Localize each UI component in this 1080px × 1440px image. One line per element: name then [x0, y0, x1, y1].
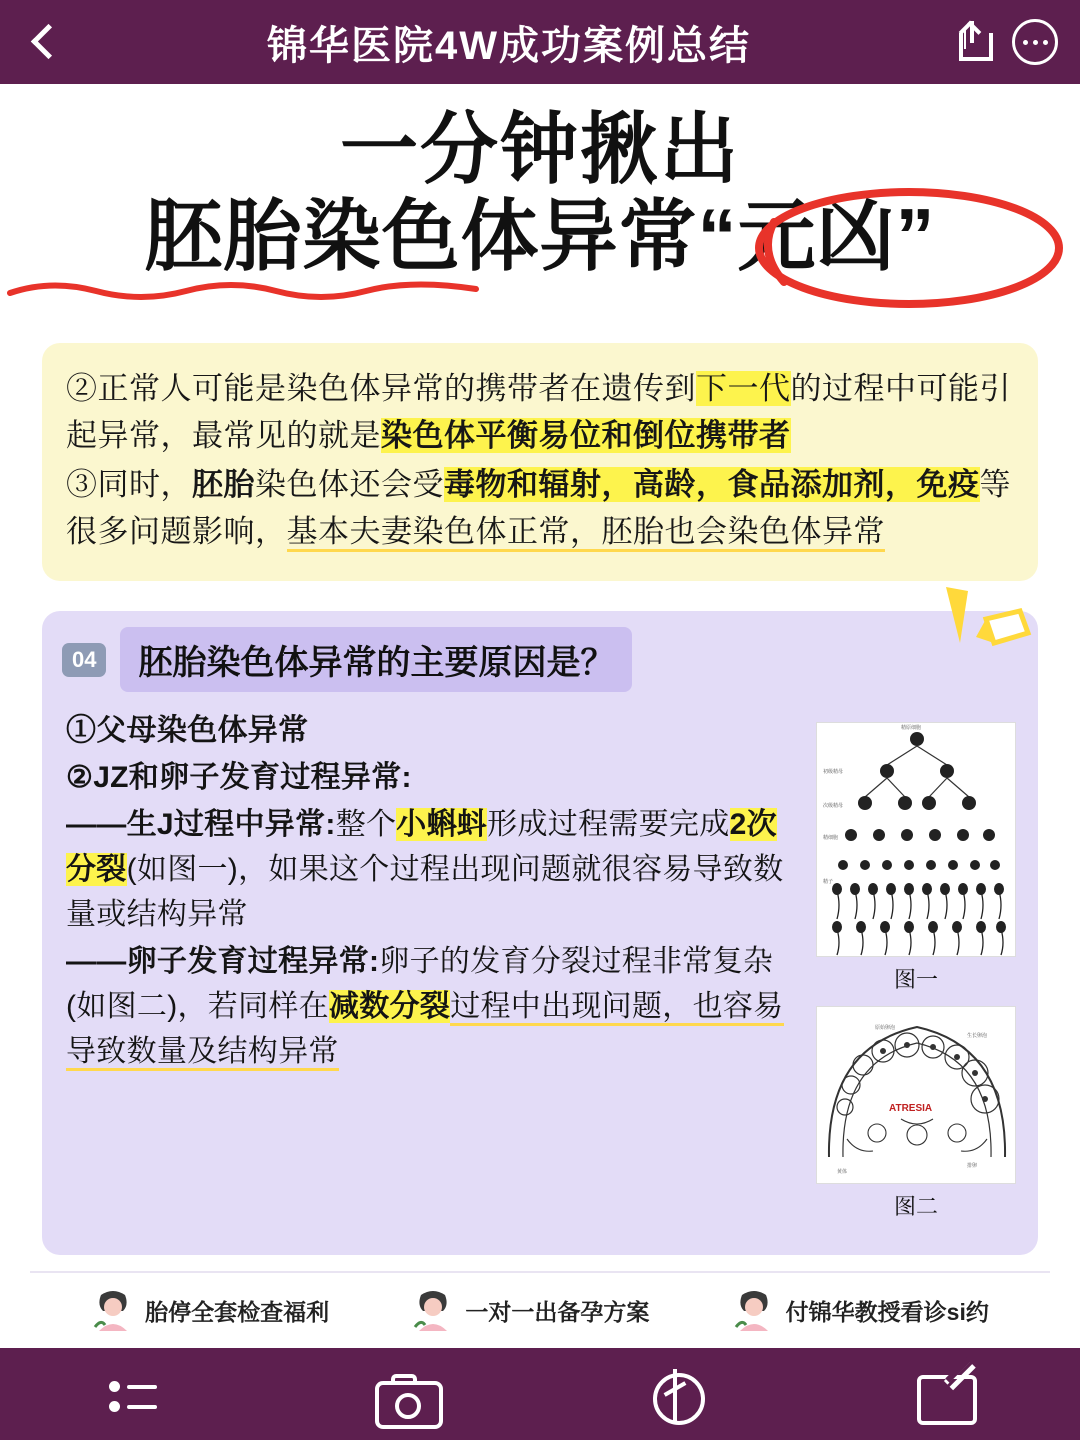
footer-chip[interactable]	[91, 1287, 329, 1333]
figure-2-caption: 图二	[893, 1194, 938, 1220]
note-p2-text-b: 的过程中可能引起异常，最常见的就是	[66, 370, 1011, 453]
svg-text:次级精母: 次级精母	[823, 803, 844, 810]
section-title: 胚胎染色体异常的主要原因是？	[120, 627, 632, 692]
topbar-actions	[950, 19, 1058, 65]
section-04-text	[66, 708, 800, 1233]
bottom-navigation-bar	[0, 1348, 1080, 1440]
note-p2-highlight-1: 下一代	[696, 370, 791, 406]
avatar-icon	[732, 1287, 776, 1333]
section-line-3-highlight-2: 2次分裂	[66, 808, 777, 887]
yellow-note-box	[42, 343, 1038, 581]
camera-icon[interactable]	[365, 1363, 445, 1425]
svg-text:ATRESIA: ATRESIA	[889, 1103, 933, 1115]
section-line-3-highlight: 小蝌蚪	[396, 808, 488, 842]
chevron-left-icon[interactable]	[22, 19, 68, 65]
footer-chip-label: 付锦华教授看诊si约	[785, 1298, 989, 1325]
section-line-3-c: 形成过程需要完成	[487, 808, 730, 842]
note-p3-text-a: ③同时，	[66, 466, 192, 502]
note-p3-text-b: 染色体还会受	[255, 466, 444, 502]
svg-text:初级精母: 初级精母	[823, 769, 844, 776]
headline-block	[0, 90, 1080, 287]
note-paragraph-3	[66, 461, 1014, 555]
share-icon[interactable]	[950, 19, 994, 65]
more-dots-icon[interactable]	[1012, 19, 1058, 65]
figure-2-image[interactable]	[816, 1006, 1016, 1184]
footer-chip[interactable]	[732, 1287, 989, 1333]
svg-text:排卵: 排卵	[967, 1163, 978, 1170]
section-line-4-lead: ——卵子发育过程异常:	[66, 945, 380, 979]
svg-text:生长卵泡: 生长卵泡	[967, 1033, 988, 1040]
list-icon[interactable]	[95, 1363, 175, 1425]
figures-column	[816, 708, 1016, 1233]
footer-chip[interactable]	[411, 1287, 649, 1333]
footer-chip-label: 一对一出备孕方案	[465, 1298, 650, 1325]
section-line-4-b: 卵子的发育分裂过程非常复杂(如图二)，若同样在	[66, 945, 774, 1024]
avatar-icon	[411, 1287, 455, 1333]
section-line-4-highlight: 减数分裂	[328, 990, 451, 1024]
section-number-badge: 04	[62, 643, 106, 677]
note-p2-highlight-2: 染色体平衡易位和倒位携带者	[381, 417, 791, 453]
post-content	[0, 84, 1080, 1348]
page-title: 锦华医院4W成功案例总结	[267, 23, 751, 68]
svg-text:精细胞: 精细胞	[823, 835, 839, 842]
top-navigation-bar	[0, 0, 1080, 84]
note-paragraph-2	[66, 365, 1014, 459]
section-04-header	[42, 611, 1038, 702]
oogenesis-diagram-icon	[817, 1007, 1016, 1184]
headline-line-1: 一分钟揪出	[339, 105, 740, 193]
avatar-icon	[91, 1287, 135, 1333]
footer-chip-label: 胎停全套检查福利	[145, 1298, 330, 1325]
section-line-1: ①父母染色体异常	[66, 714, 309, 748]
section-line-3-b: 整个	[335, 808, 397, 842]
note-p3-bold-1: 胚胎	[192, 466, 255, 502]
section-line-3	[66, 802, 800, 937]
compass-icon[interactable]	[635, 1363, 715, 1425]
svg-text:黄体: 黄体	[837, 1169, 848, 1176]
section-04-body	[42, 702, 1038, 1233]
note-p3-highlight-2: 毒物和辐射，高龄，食品添加剂，免疫	[444, 466, 980, 502]
figure-1-caption: 图一	[893, 967, 938, 993]
pen-doodle-icon	[924, 581, 1044, 701]
section-line-3-lead: ——生J过程中异常:	[66, 808, 336, 842]
share-arrow-icon	[959, 21, 982, 44]
svg-text:精子: 精子	[823, 879, 834, 886]
section-line-3-d: (如图一)，如果这个过程出现问题就很容易导致数量或结构异常	[66, 853, 784, 932]
section-04	[42, 611, 1038, 1255]
note-p3-text-c: 等很多问题影响，	[66, 466, 1011, 550]
footer-chip-bar	[30, 1271, 1050, 1341]
section-line-4	[66, 939, 800, 1074]
svg-text:精原细胞: 精原细胞	[901, 725, 922, 732]
section-line-4-c: 过程中出现问题，也容易导致数量及结构异常	[66, 990, 784, 1071]
section-line-2: ②JZ和卵子发育过程异常:	[66, 761, 412, 795]
svg-text:原始卵泡: 原始卵泡	[875, 1025, 896, 1032]
note-p3-underline: 基本夫妻染色体正常，胚胎也会染色体异常	[287, 514, 886, 552]
headline-line-2: 胚胎染色体异常“元凶”	[144, 192, 936, 281]
note-p2-text-a: ②正常人可能是染色体异常的携带者在遗传到	[66, 370, 696, 406]
edit-icon[interactable]	[905, 1363, 985, 1425]
figure-1-image[interactable]	[816, 722, 1016, 957]
spermatogenesis-diagram-icon	[817, 723, 1016, 957]
